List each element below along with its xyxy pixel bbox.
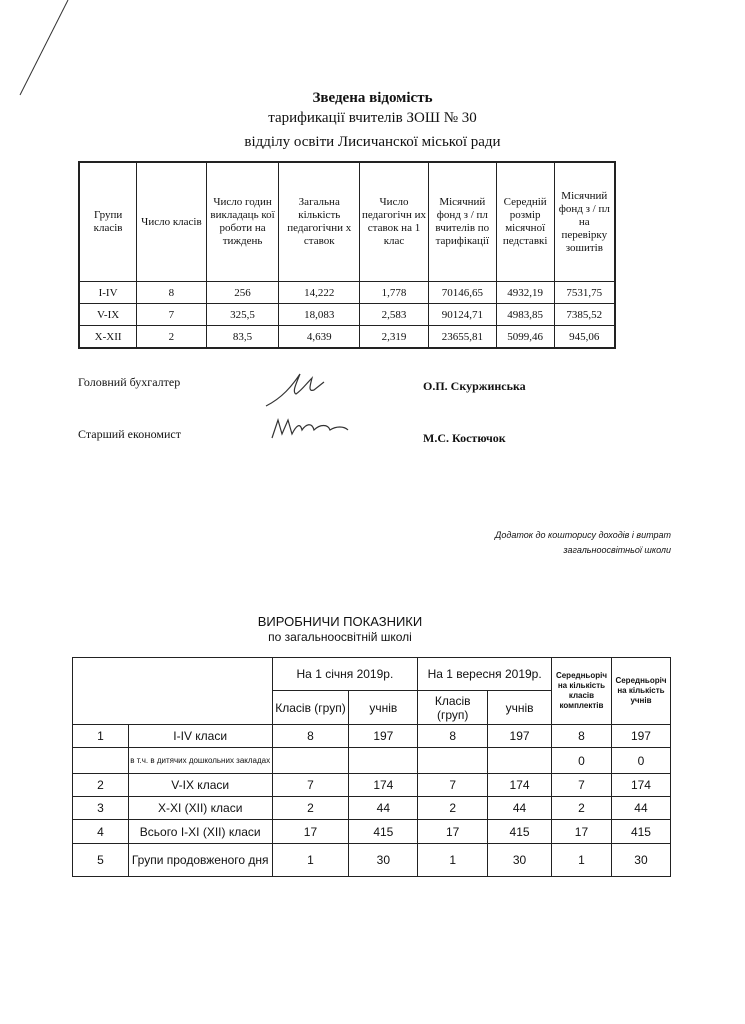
header-cell: На 1 вересня 2019р.	[418, 658, 552, 691]
table-cell: 174	[611, 774, 670, 797]
table-cell: 197	[611, 725, 670, 748]
table-cell: X-XII	[79, 326, 137, 349]
economist-signature-mark	[268, 414, 354, 446]
header-cell: Середньоріч на кількість класів комплектів	[551, 658, 611, 725]
row-name: V-IX класи	[128, 774, 272, 797]
row-number: 2	[73, 774, 129, 797]
table-cell: 197	[488, 725, 552, 748]
table-cell: 17	[272, 820, 349, 844]
table-cell: 415	[488, 820, 552, 844]
table-cell: 17	[551, 820, 611, 844]
table-cell: 70146,65	[428, 282, 496, 304]
economist-name: М.С. Костючок	[423, 431, 506, 445]
appendix-note-line-2: загальноосвітньої школи	[563, 545, 671, 555]
table-cell: 8	[272, 725, 349, 748]
document-subtitle-1: тарификації вчителів ЗОШ № 30	[268, 110, 477, 126]
header-cell: Число педагогічн их ставок на 1 клас	[360, 162, 429, 282]
chief-accountant-label: Головний бухгалтер	[78, 375, 181, 389]
document-title: Зведена відомість	[312, 90, 433, 106]
table-cell: 7	[551, 774, 611, 797]
production-indicators-table	[72, 657, 671, 877]
row-name: X-XI (XII) класи	[128, 797, 272, 820]
table-cell: 2,583	[360, 304, 429, 326]
table-cell: 8	[137, 282, 207, 304]
table-row	[79, 282, 615, 304]
table-row	[73, 844, 671, 877]
row-name: Групи продовженого дня	[128, 844, 272, 877]
table-cell: 1,778	[360, 282, 429, 304]
table-cell: 4932,19	[496, 282, 554, 304]
table-row	[79, 304, 615, 326]
table-cell: 256	[206, 282, 279, 304]
header-cell: Класів (груп)	[272, 691, 349, 725]
table-cell: 945,06	[554, 326, 615, 349]
tarification-summary-table	[78, 161, 616, 349]
row-number: 5	[73, 844, 129, 877]
header-cell-empty	[73, 658, 273, 725]
table-cell: 7531,75	[554, 282, 615, 304]
header-cell: Класів (груп)	[418, 691, 488, 725]
table-cell: 30	[349, 844, 418, 877]
table-cell: 0	[611, 748, 670, 774]
table-cell: 30	[488, 844, 552, 877]
table-cell: 17	[418, 820, 488, 844]
table-cell: 44	[488, 797, 552, 820]
table-cell: 2	[137, 326, 207, 349]
table-cell: 8	[551, 725, 611, 748]
table-cell: 1	[551, 844, 611, 877]
appendix-note-line-1: Додаток до кошторису доходів і витрат	[495, 530, 671, 540]
header-cell: учнів	[488, 691, 552, 725]
table-cell	[488, 748, 552, 774]
table-cell: 23655,81	[428, 326, 496, 349]
table-cell: 415	[611, 820, 670, 844]
table-cell	[349, 748, 418, 774]
header-cell: учнів	[349, 691, 418, 725]
corner-slash-mark	[0, 0, 80, 100]
header-cell: Місячний фонд з / пл на перевірку зошитів	[554, 162, 615, 282]
table-cell: 83,5	[206, 326, 279, 349]
row-name: Всього I-XI (XII) класи	[128, 820, 272, 844]
table-cell: 5099,46	[496, 326, 554, 349]
table-row	[73, 820, 671, 844]
table-cell: 1	[272, 844, 349, 877]
table-cell: 4983,85	[496, 304, 554, 326]
table-cell: 7385,52	[554, 304, 615, 326]
header-cell: Середній розмір місячної педставкі	[496, 162, 554, 282]
document-subtitle-2: відділу освіти Лисичанскої міської ради	[244, 134, 501, 150]
chief-signature-mark	[262, 368, 332, 410]
table-cell: 2	[272, 797, 349, 820]
table-cell: 90124,71	[428, 304, 496, 326]
table-cell	[272, 748, 349, 774]
table-cell: 4,639	[279, 326, 360, 349]
table-row	[73, 725, 671, 748]
table-cell: 2,319	[360, 326, 429, 349]
table-cell: 174	[488, 774, 552, 797]
table-cell: V-IX	[79, 304, 137, 326]
table-cell: 14,222	[279, 282, 360, 304]
table-cell: 8	[418, 725, 488, 748]
production-indicators-subtitle: по загальноосвітній школі	[268, 630, 412, 644]
table-cell	[418, 748, 488, 774]
table-cell: 197	[349, 725, 418, 748]
row-number	[73, 748, 129, 774]
economist-label: Старший економист	[78, 427, 181, 441]
table-cell: 7	[418, 774, 488, 797]
row-name: I-IV класи	[128, 725, 272, 748]
table-cell: 174	[349, 774, 418, 797]
table-row	[73, 774, 671, 797]
table-cell: I-IV	[79, 282, 137, 304]
table-cell: 1	[418, 844, 488, 877]
row-number: 1	[73, 725, 129, 748]
header-cell: Середньоріч на кількість учнів	[611, 658, 670, 725]
production-indicators-title: ВИРОБНИЧИ ПОКАЗНИКИ	[257, 614, 423, 629]
table-row	[79, 326, 615, 349]
header-cell: На 1 січня 2019р.	[272, 658, 418, 691]
table-cell: 2	[418, 797, 488, 820]
header-cell: Число годин викладаць кої роботи на тиждень	[206, 162, 279, 282]
table-row	[73, 797, 671, 820]
header-cell: Групи класів	[79, 162, 137, 282]
table-cell: 30	[611, 844, 670, 877]
table-header-row	[79, 162, 615, 282]
header-cell: Місячний фонд з / пл вчителів по тарифікації	[428, 162, 496, 282]
table-row	[73, 748, 671, 774]
table-header-row	[73, 658, 671, 691]
row-name: в т.ч. в дитячих дошкольних закладах	[128, 748, 272, 774]
row-number: 4	[73, 820, 129, 844]
chief-accountant-name: О.П. Скуржинська	[423, 379, 526, 393]
table-cell: 7	[272, 774, 349, 797]
table-cell: 44	[349, 797, 418, 820]
row-number: 3	[73, 797, 129, 820]
table-cell: 325,5	[206, 304, 279, 326]
header-cell: Загальна кількість педагогічни х ставок	[279, 162, 360, 282]
table-cell: 2	[551, 797, 611, 820]
table-cell: 7	[137, 304, 207, 326]
table-cell: 0	[551, 748, 611, 774]
table-cell: 18,083	[279, 304, 360, 326]
table-cell: 44	[611, 797, 670, 820]
table-cell: 415	[349, 820, 418, 844]
header-cell: Число класів	[137, 162, 207, 282]
